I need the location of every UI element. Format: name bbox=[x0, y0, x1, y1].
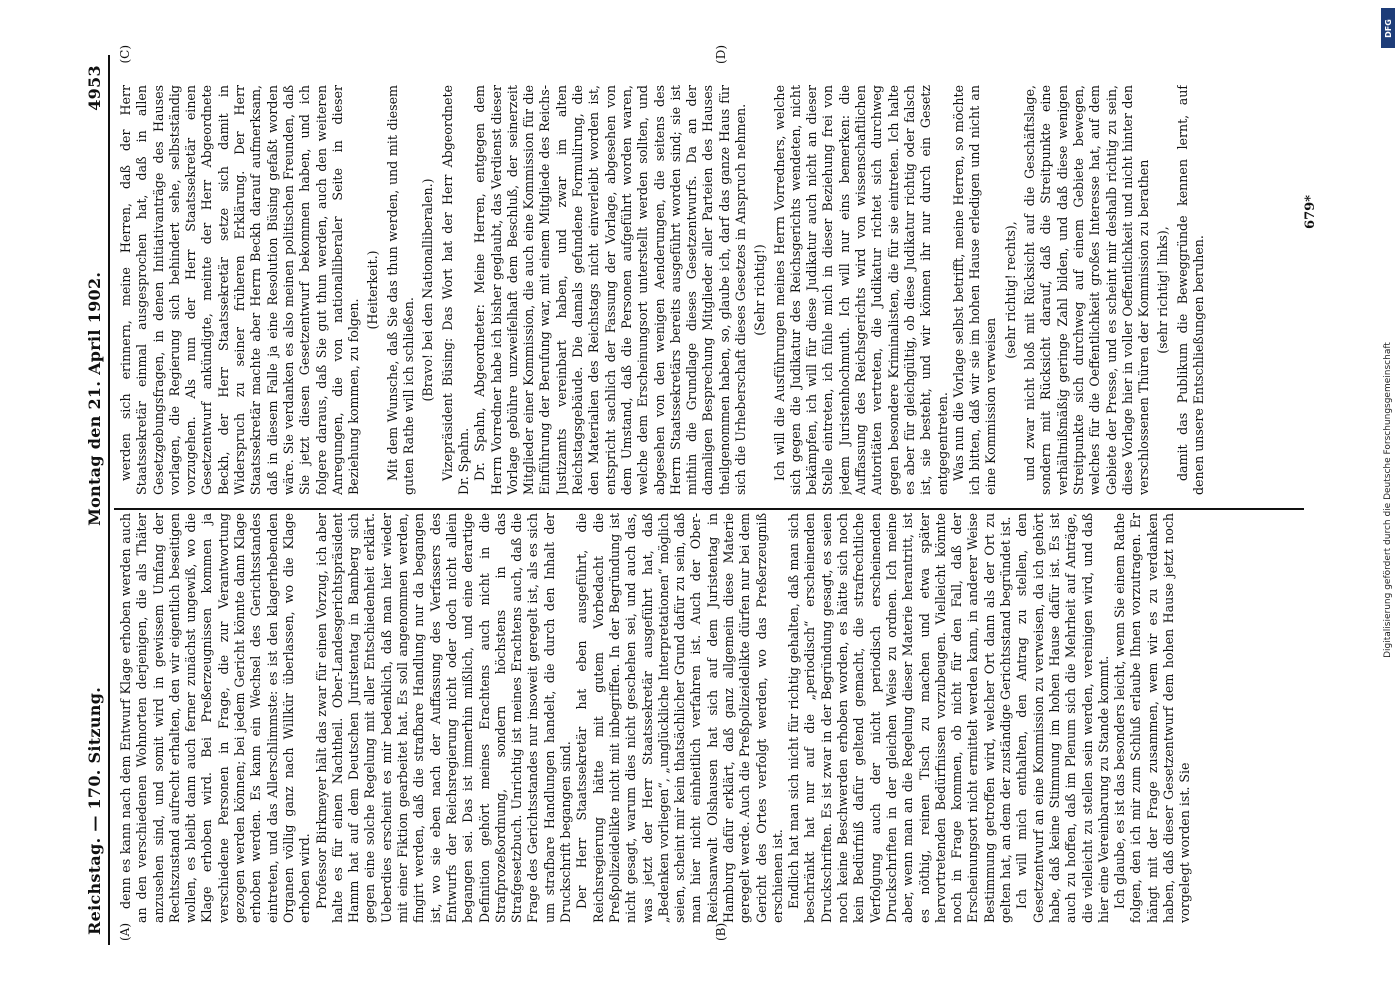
header-page-number: 4953 bbox=[84, 65, 103, 111]
paragraph: denn es kann nach dem Entwurf Klage erhoben werden auch an den verschiedenen Wohnorten derjenigen, die als Thäter anzusehen sind, und somit wird in gewissem Umfang der Rechtszustand aufrecht erhalten, den wir eigentlich beseitigen wollen, es bleibt dann auch ferner zunächst ungewiß, wo die Klage erhoben wird. Bei Preßerzeugnissen kommen ja verschiedene Personen in Frage, die zur Verantwortung gezogen werden können; bei jedem Gericht könnte dann Klage erhoben werden. Es kann ein Wechsel des Gerichtsstandes eintreten, und das Allerschlimmste: es ist den klagerhebenden Organen völlig ganz nach Willkür überlassen, wo die Klage erhoben wird. bbox=[117, 513, 312, 923]
header-date: Montag den 21. April 1902. bbox=[84, 271, 103, 526]
paragraph: Mit dem Wunsche, daß Sie das thun werden, und mit diesem guten Rathe will ich schließen. bbox=[384, 85, 416, 495]
paragraph: Professor Birkmeyer hält das zwar für einen Vorzug, ich aber halte es für einen Nachtheil. Ober-Landesgerichtspräsident Hamm hat auf dem Deutschen Juristentag in Bamberg sich gegen eine solche Regelung mit aller Entschiedenheit erklärt. Ueberdies erscheint es mir bedenklich, daß man hier wieder mit einer Fiktion gearbeitet hat. Es soll angenommen werden, fingirt werden, daß die strafbare Handlung nur da begangen ist, wo sie eben nach der Auffassung des Verfassers des Entwurfs der Reichsregierung nicht oder doch nicht allein begangen sei. Das ist immerhin mißlich, und eine derartige Definition gehört meines Erachtens auch nicht in die Strafprozeßordnung, sondern höchstens in das Strafgesetzbuch. Unrichtig ist meines Erachtens auch, daß die Frage des Gerichtsstandes nur insoweit geregelt ist, als es sich um strafbare Handlungen handelt, die durch den Inhalt der Druckschrift begangen sind. bbox=[313, 513, 573, 923]
interjection: (sehr richtig! links), bbox=[1154, 226, 1170, 354]
signature-mark: 679* bbox=[1302, 195, 1318, 229]
interjection: (Heiterkeit.) bbox=[364, 250, 380, 330]
paragraph: und zwar nicht bloß mit Rücksicht auf die Geschäftslage, sondern mit Rücksicht darauf, daß die Streitpunkte eine verhältnißmäßig geringe Zahl bilden, und daß diese wenigen Streitpunkte sich durchweg auf einem Gebiete bewegen, welches für die Oeffentlichkeit großes Interesse hat, auf dem Gebiete der Presse, und es scheint mir deshalb richtig zu sein, diese Vorlage hier in voller Oeffentlichkeit und nicht hinter den verschlossenen Thüren der Kommission zu berathen bbox=[1021, 85, 1151, 495]
interjection: (sehr richtig! rechts), bbox=[1002, 221, 1018, 359]
dfg-logo: DFG bbox=[1381, 8, 1395, 48]
page-header bbox=[82, 65, 106, 935]
paragraph: damit das Publikum die Beweggründe kennen lernt, auf denen unsere Entschließungen beruhen. bbox=[1174, 85, 1206, 495]
interjection: (Bravo! bei den Nationalliberalen.) bbox=[419, 178, 435, 402]
header-rule bbox=[108, 55, 110, 945]
marker-c: (C) bbox=[117, 45, 132, 64]
document-page bbox=[74, 35, 1324, 965]
paragraph: Was nun die Vorlage selbst betrifft, meine Herren, so möchte ich bitten, daß wir sie im hohen Hause erledigen und nicht an eine Kommission verweisen bbox=[950, 85, 998, 495]
paragraph: Dr. Spahn, Abgeordneter: Meine Herren, entgegen dem Herrn Vorredner habe ich bisher geglaubt, das Verdienst dieser Vorlage gebühre unzweifelhaft dem Beschluß, der seinerzeit Mitglieder einer Kommission, die auch eine Kommission für die Einführung der Berufung war, mit einem Mitgliede des Reichs-Justizamts vereinbart haben, und zwar im alten Reichstagsgebäude. Die damals gefundene Formulirung, die den Materialien des Reichstags nicht einverleibt worden ist, entspricht sachlich der Fassung der Vorlage, abgesehen von dem Umstand, daß die Personen aufgeführt worden waren, welche dem Erscheinungsort unterstellt werden sollten, und abgesehen von den wenigen Aenderungen, die seitens des Herrn Staatssekretärs bereits ausgeführt worden sind; sie ist mithin die Grundlage dieses Gesetzentwurfs. Da an der damaligen Besprechung Mitglieder aller Parteien des Hauses theilgenommen haben, so, glaube ich, darf das ganze Haus für sich die Urheberschaft dieses Gesetzes in Anspruch nehmen. bbox=[471, 85, 748, 495]
marker-b: (B) bbox=[713, 922, 728, 941]
paragraph: Endlich hat man sich nicht für richtig gehalten, daß man sich beschränkt hat nur auf die „periodisch“ erscheinenden Druckschriften. Es ist zwar in der Begründung gesagt, es seien noch keine Beschwerden erhoben worden, es hätte sich noch kein Bedürfniß dafür geltend gemacht, die strafrechtliche Verfolgung auch der nicht periodisch erscheinenden Druckschriften in der gleichen Weise zu ordnen. Ich meine aber, wenn man an die Regelung dieser Materie herantritt, ist es nöthig, reinen Tisch zu machen und etwa später hervortretenden Bedürfnissen vorzubeugen. Vielleicht könnte noch in Frage kommen, ob nicht für den Fall, daß der Erscheinungsort nicht ermittelt werden kann, in anderer Weise Bestimmung getroffen wird, welcher Ort dann als der Ort zu gelten hat, an dem der zuständige Gerichtsstand begründet ist. bbox=[785, 513, 1013, 923]
paragraph: Ich glaube, es ist das besonders leicht, wenn Sie einem Rathe folgen, den ich mir zum Schluß erlaube Ihnen vorzutragen. Er hängt mit der Frage zusammen, wem wir es zu verdanken haben, daß dieser Gesetzentwurf dem hohen Hause jetzt noch vorgelegt worden ist. Sie bbox=[1111, 513, 1192, 923]
interjection: (Sehr richtig!) bbox=[751, 244, 767, 336]
header-session: Reichstag. — 170. Sitzung. bbox=[84, 686, 103, 935]
paragraph: Vizepräsident Büsing: Das Wort hat der Herr Abgeordnete Dr. Spahn. bbox=[439, 85, 471, 495]
paragraph: Der Herr Staatssekretär hat eben ausgeführt, die Reichsregierung hätte mit gutem Vorbedacht die Preßpolizeidelikte nicht mit inbegriffen. In der Begründung ist nicht gesagt, warum dies nicht geschehen sei, und auch das, was jetzt der Herr Staatssekretär ausgeführt hat, daß „Bedenken vorliegen“, „unglückliche Interpretationen“ möglich seien, scheint mir kein thatsächlicher Grund dafür zu sein, daß man hier nicht einheitlich verfahren ist. Auch der Ober-Reichsanwalt Olshausen hat sich auf dem Juristentag in Hamburg dafür erklärt, daß ganz allgemein diese Materie geregelt werde. Auch die Preßpolizeidelikte dürfen nur bei dem Gericht des Ortes verfolgt werden, wo das Preßerzeugniß erschienen ist. bbox=[573, 513, 785, 923]
right-column bbox=[118, 85, 1294, 495]
paragraph: werden sich erinnern, meine Herren, daß der Herr Staatssekretär einmal ausgesprochen hat, daß in allen Gesetzgebungsfragen, in denen Initiativanträge des Hauses vorlagen, die Regierung sich behindert sehe, selbstständig vorzugehen. Als nun der Herr Staatssekretär einen Gesetzentwurf ankündigte, meinte der Herr Abgeordnete Beckh, der Herr Staatssekretär setze sich damit in Widerspruch zu seiner früheren Erklärung. Der Herr Staatssekretär machte aber Herrn Beckh darauf aufmerksam, daß in diesem Falle ja eine Resolution Büsing gefaßt worden wäre. Sie verdanken es also meinen politischen Freunden, daß Sie jetzt diesen Gesetzentwurf bekommen haben, und ich folgere daraus, daß Sie gut thun werden, auch den weiteren Anregungen, die von nationalliberaler Seite in dieser Beziehung kommen, zu folgen. bbox=[117, 85, 361, 495]
column-divider bbox=[114, 508, 1304, 510]
paragraph: Ich will mich enthalten, den Antrag zu stellen, den Gesetzentwurf an eine Kommission zu verweisen, da ich gehört habe, daß keine Stimmung im hohen Hause dafür ist. Es ist auch zu hoffen, daß im Plenum sich die Mehrheit auf Anträge, die vielleicht zu stellen sein werden, vereinigen wird, und daß hier eine Vereinbarung zu Stande kommt. bbox=[1013, 513, 1111, 923]
marker-a: (A) bbox=[117, 922, 132, 941]
digitization-note: Digitalisierung gefördert durch die Deutsche Forschungsgemeinschaft bbox=[1383, 342, 1393, 658]
marker-d: (D) bbox=[713, 45, 728, 64]
paragraph: Ich will die Ausführungen meines Herrn Vorredners, welche sich gegen die Judikatur des Reichsgerichts wendeten, nicht bekämpfen, ich will für diese Judikatur auch nicht an dieser Stelle eintreten, ich fühle mich in dieser Beziehung frei von jedem Juristenhochmuth. Ich will nur eins bemerken: die Auffassung des Reichsgerichts wird von wissenschaftlichen Autoritäten vertreten, die Judikatur richtet sich durchweg gegen besondere Kriminalisten, die für sie eintreten. Ich halte es aber für gleichgültig, ob diese Judikatur richtig oder falsch ist, sie besteht, und wir können ihr nur durch ein Gesetz entgegentreten. bbox=[771, 85, 950, 495]
left-column bbox=[118, 513, 1294, 923]
